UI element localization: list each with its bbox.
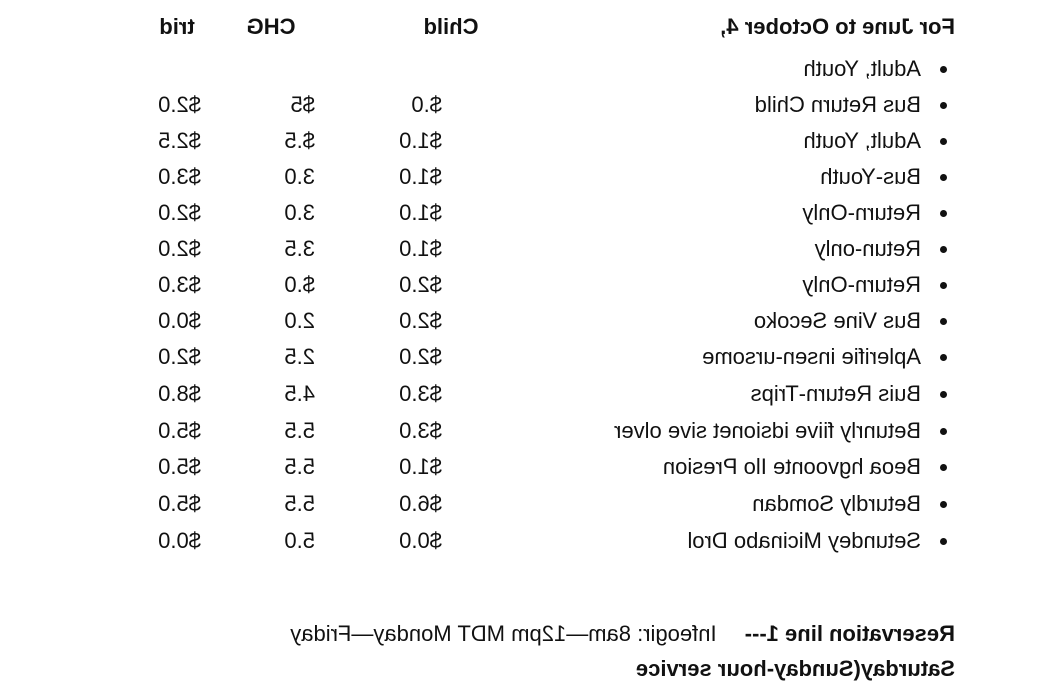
trip-cell: $0.0 <box>158 308 201 333</box>
trip-cell: $2.0 <box>158 92 201 117</box>
child-cell: $1.0 <box>399 200 442 225</box>
bullet-icon <box>940 174 947 181</box>
bullet-icon <box>940 464 947 471</box>
table-row <box>0 88 1059 122</box>
chg-cell: 2.0 <box>284 308 315 333</box>
row-label: Adult, Youth <box>803 56 921 81</box>
chg-cell: $.5 <box>284 128 315 153</box>
chg-cell: 2.5 <box>284 344 315 369</box>
trip-cell: $3.0 <box>158 164 201 189</box>
trip-cell: $5.0 <box>158 454 201 479</box>
chg-cell: 3.0 <box>284 164 315 189</box>
trip-cell: $5.0 <box>158 491 201 516</box>
trip-cell: $8.0 <box>158 381 201 406</box>
table-row <box>0 377 1059 411</box>
chg-cell: 5.0 <box>284 528 315 553</box>
table-row <box>0 340 1059 374</box>
bullet-icon <box>940 428 947 435</box>
row-label: Adult, Youth <box>803 128 921 153</box>
row-label: Beoa hgvoonte Ilo Presion <box>662 454 921 479</box>
trip-cell: $2.0 <box>158 200 201 225</box>
bullet-icon <box>940 66 947 73</box>
bullet-icon <box>940 102 947 109</box>
bullet-icon <box>940 354 947 361</box>
table-row <box>0 196 1059 230</box>
child-cell: $1.0 <box>399 236 442 261</box>
chg-cell: $.0 <box>284 272 315 297</box>
row-label: Buis Return-Trips <box>750 381 921 406</box>
child-cell: $.0 <box>411 92 442 117</box>
table-row <box>0 124 1059 158</box>
trip-cell: $0.0 <box>158 528 201 553</box>
trip-cell: $2.0 <box>158 236 201 261</box>
child-cell: $2.0 <box>399 308 442 333</box>
row-label: Bus-Youth <box>820 164 921 189</box>
trip-cell: $2.0 <box>158 344 201 369</box>
table-row <box>0 450 1059 484</box>
bullet-icon <box>940 538 947 545</box>
column-header-chg: CHG <box>246 14 296 39</box>
row-label: Return-Only <box>802 272 921 297</box>
trip-cell: $3.0 <box>158 272 201 297</box>
bullet-icon <box>940 501 947 508</box>
chg-cell: 5.5 <box>284 491 315 516</box>
table-title: For June to October 4, <box>720 14 955 39</box>
row-label: Beturdly Somdan <box>752 491 921 516</box>
row-label: Betunrly fiive idsionet sive olver <box>614 418 921 443</box>
table-row <box>0 268 1059 302</box>
trip-cell: $5.0 <box>158 418 201 443</box>
reservation-label: Reservation line 1--- <box>744 621 955 646</box>
child-cell: $6.0 <box>399 491 442 516</box>
row-label: Return-Only <box>802 200 921 225</box>
table-row <box>0 160 1059 194</box>
row-label: Retun-only <box>814 236 921 261</box>
chg-cell: 4.5 <box>284 381 315 406</box>
bullet-icon <box>940 282 947 289</box>
child-cell: $3.0 <box>399 418 442 443</box>
table-row <box>0 487 1059 521</box>
table-row <box>0 232 1059 266</box>
bullet-icon <box>940 246 947 253</box>
chg-cell: 5.5 <box>284 418 315 443</box>
bullet-icon <box>940 138 947 145</box>
column-header-trip: trid <box>159 14 195 39</box>
chg-cell: 3.5 <box>284 236 315 261</box>
child-cell: $0.0 <box>399 528 442 553</box>
bullet-icon <box>940 391 947 398</box>
child-cell: $1.0 <box>399 164 442 189</box>
child-cell: $3.0 <box>399 381 442 406</box>
child-cell: $2.0 <box>399 272 442 297</box>
table-row <box>0 524 1059 558</box>
chg-cell: $5 <box>290 92 315 117</box>
reservation-hours: Infeogir: 8am—12pm MDT Monday—Friday <box>290 621 717 646</box>
row-label: Bus Return Child <box>754 92 921 117</box>
table-row <box>0 304 1059 338</box>
reservation-line <box>290 621 955 647</box>
bullet-icon <box>940 318 947 325</box>
row-label: Setundey Micinabo Drol <box>687 528 921 553</box>
bullet-icon <box>940 210 947 217</box>
chg-cell: 3.0 <box>284 200 315 225</box>
row-label: Aplerifie insen-ursome <box>702 344 921 369</box>
table-row <box>0 52 1059 86</box>
row-label: Bus Vine Secoko <box>753 308 921 333</box>
child-cell: $1.0 <box>399 454 442 479</box>
column-header-child: Child <box>423 14 479 39</box>
weekend-service-line: Saturday(Sunday-hour service <box>635 656 955 681</box>
trip-cell: $2.5 <box>158 128 201 153</box>
child-cell: $1.0 <box>399 128 442 153</box>
child-cell: $2.0 <box>399 344 442 369</box>
table-row <box>0 414 1059 448</box>
chg-cell: 5.5 <box>284 454 315 479</box>
